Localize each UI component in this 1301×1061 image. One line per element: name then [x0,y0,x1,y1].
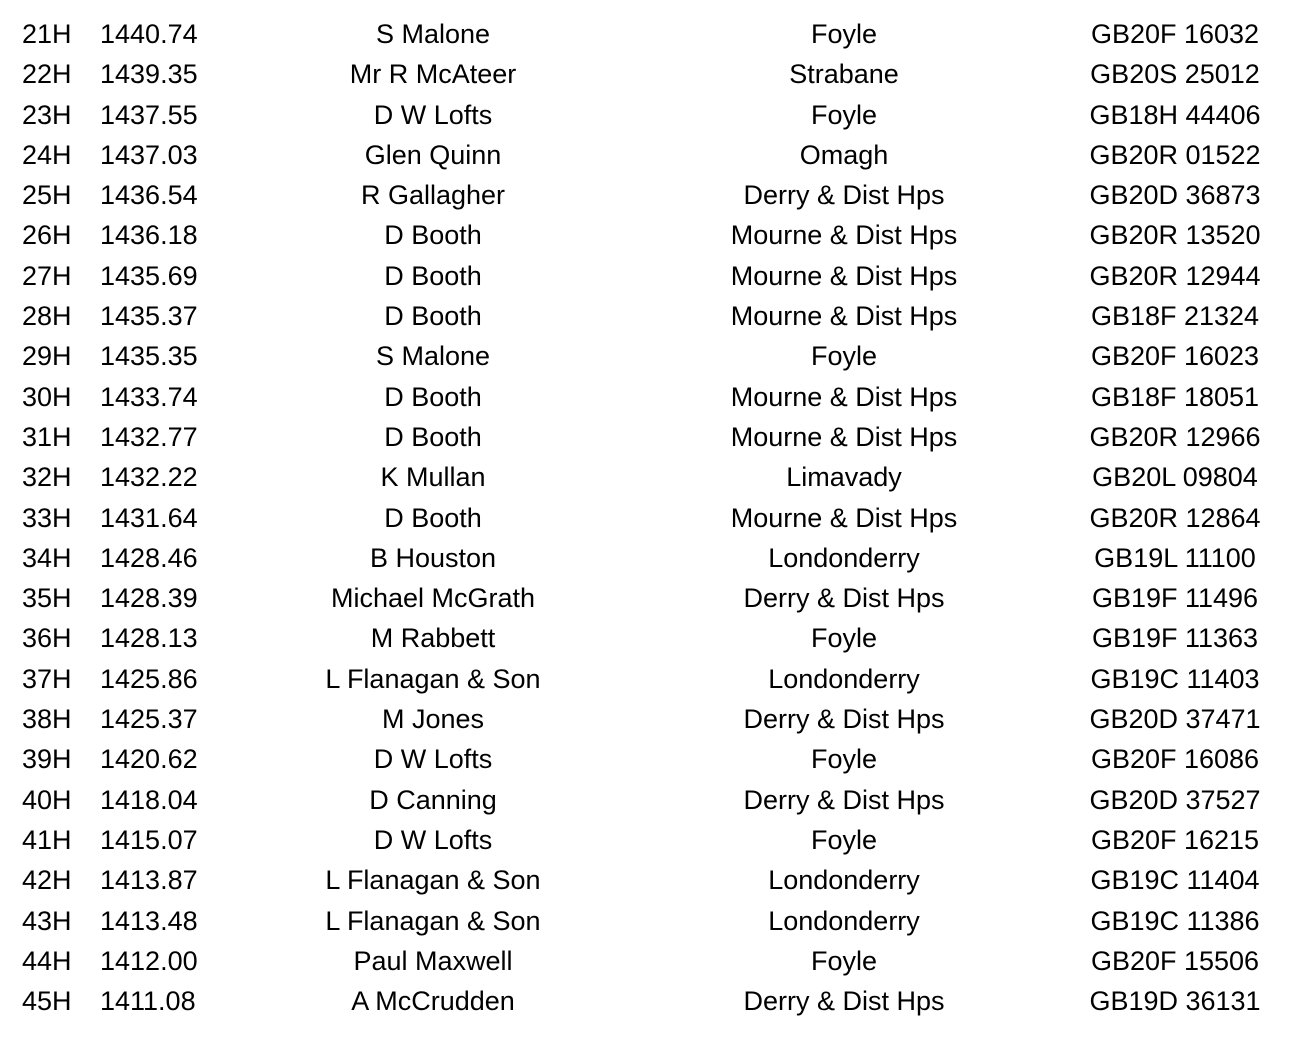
ring-number-cell: GB20F 16032 [1090,19,1260,49]
club-cell: Mourne & Dist Hps [730,502,958,533]
club-cell: Foyle [810,623,878,654]
velocity-cell: 1436.54 [100,180,198,211]
results-list [0,14,1301,1021]
club-cell: Derry & Dist Hps [743,180,945,211]
position-cell: 41H [22,824,72,855]
result-row [0,981,1301,1021]
velocity-cell: 1431.64 [100,502,198,533]
result-row [0,498,1301,538]
velocity-cell: 1411.08 [100,986,196,1017]
fancier-name-cell: K Mullan [380,462,486,493]
result-row [0,699,1301,739]
fancier-name-cell: Paul Maxwell [353,945,513,976]
fancier-name-cell: Mr R McAteer [349,59,517,90]
velocity-cell: 1439.35 [100,59,198,90]
velocity-cell: 1440.74 [100,19,198,49]
ring-number-cell: GB19F 11496 [1091,583,1259,614]
ring-number-cell: GB20R 12944 [1089,260,1261,291]
position-cell: 40H [22,784,72,815]
fancier-name-cell: D Booth [384,502,482,533]
position-cell: 37H [22,663,72,694]
result-row [0,54,1301,94]
result-row [0,901,1301,941]
velocity-cell: 1420.62 [100,744,198,775]
velocity-cell: 1428.46 [100,542,198,573]
position-cell: 26H [22,220,72,251]
position-cell: 21H [22,19,72,49]
position-cell: 42H [22,865,72,896]
club-cell: Foyle [810,19,878,49]
ring-number-cell: GB18F 21324 [1090,301,1260,332]
velocity-cell: 1425.86 [100,663,198,694]
fancier-name-cell: A McCrudden [351,986,515,1017]
result-row [0,457,1301,497]
velocity-cell: 1432.77 [100,421,198,452]
velocity-cell: 1432.22 [100,462,198,493]
ring-number-cell: GB20F 15506 [1090,945,1260,976]
position-cell: 36H [22,623,72,654]
fancier-name-cell: D Booth [384,421,482,452]
result-row [0,659,1301,699]
position-cell: 33H [22,502,72,533]
ring-number-cell: GB20R 13520 [1089,220,1261,251]
result-row [0,14,1301,54]
velocity-cell: 1435.37 [100,301,198,332]
club-cell: Derry & Dist Hps [743,784,945,815]
club-cell: Derry & Dist Hps [743,704,945,735]
fancier-name-cell: D Booth [384,381,482,412]
fancier-name-cell: D Booth [384,301,482,332]
ring-number-cell: GB20D 37471 [1089,704,1261,735]
result-row [0,296,1301,336]
club-cell: Mourne & Dist Hps [730,301,958,332]
position-cell: 43H [22,905,72,936]
club-cell: Foyle [810,99,878,130]
fancier-name-cell: R Gallagher [360,180,506,211]
result-row [0,618,1301,658]
fancier-name-cell: Glen Quinn [364,139,502,170]
ring-number-cell: GB20R 12864 [1089,502,1261,533]
position-cell: 44H [22,945,72,976]
club-cell: Londonderry [768,663,920,694]
velocity-cell: 1428.13 [100,623,198,654]
position-cell: 29H [22,341,72,372]
ring-number-cell: GB20D 37527 [1089,784,1261,815]
ring-number-cell: GB20F 16086 [1090,744,1260,775]
ring-number-cell: GB19C 11404 [1090,865,1260,896]
velocity-cell: 1413.48 [100,905,198,936]
ring-number-cell: GB18H 44406 [1089,99,1261,130]
ring-number-cell: GB19C 11386 [1090,905,1260,936]
result-row [0,578,1301,618]
position-cell: 39H [22,744,72,775]
result-row [0,860,1301,900]
fancier-name-cell: D W Lofts [373,99,493,130]
result-row [0,739,1301,779]
result-row [0,941,1301,981]
result-row [0,336,1301,376]
club-cell: Foyle [810,744,878,775]
velocity-cell: 1437.03 [100,139,198,170]
result-row [0,417,1301,457]
velocity-cell: 1415.07 [100,824,198,855]
position-cell: 22H [22,59,72,90]
ring-number-cell: GB20F 16215 [1090,824,1260,855]
velocity-cell: 1437.55 [100,99,198,130]
result-row [0,215,1301,255]
club-cell: Foyle [810,824,878,855]
club-cell: Mourne & Dist Hps [730,220,958,251]
club-cell: Foyle [810,945,878,976]
fancier-name-cell: D W Lofts [373,744,493,775]
fancier-name-cell: L Flanagan & Son [325,865,541,896]
position-cell: 24H [22,139,72,170]
club-cell: Mourne & Dist Hps [730,421,958,452]
fancier-name-cell: D W Lofts [373,824,493,855]
club-cell: Strabane [789,59,899,90]
velocity-cell: 1433.74 [100,381,198,412]
velocity-cell: 1436.18 [100,220,198,251]
ring-number-cell: GB20R 12966 [1089,421,1261,452]
result-row [0,256,1301,296]
position-cell: 27H [22,260,72,291]
fancier-name-cell: S Malone [375,19,491,49]
ring-number-cell: GB20L 09804 [1092,462,1258,493]
club-cell: Derry & Dist Hps [743,583,945,614]
fancier-name-cell: M Rabbett [370,623,496,654]
ring-number-cell: GB20D 36873 [1089,180,1261,211]
velocity-cell: 1425.37 [100,704,198,735]
fancier-name-cell: L Flanagan & Son [325,905,541,936]
position-cell: 45H [22,986,72,1017]
velocity-cell: 1428.39 [100,583,198,614]
velocity-cell: 1412.00 [100,945,198,976]
fancier-name-cell: S Malone [375,341,491,372]
result-row [0,780,1301,820]
position-cell: 28H [22,301,72,332]
club-cell: Londonderry [768,905,920,936]
result-row [0,377,1301,417]
result-row [0,175,1301,215]
position-cell: 31H [22,421,72,452]
fancier-name-cell: B Houston [369,542,497,573]
club-cell: Mourne & Dist Hps [730,260,958,291]
result-row [0,95,1301,135]
position-cell: 35H [22,583,72,614]
club-cell: Londonderry [768,865,920,896]
club-cell: Foyle [810,341,878,372]
ring-number-cell: GB19C 11403 [1090,663,1260,694]
result-row [0,538,1301,578]
fancier-name-cell: D Canning [369,784,497,815]
position-cell: 30H [22,381,72,412]
position-cell: 32H [22,462,72,493]
ring-number-cell: GB20F 16023 [1090,341,1260,372]
club-cell: Omagh [799,139,889,170]
club-cell: Derry & Dist Hps [743,986,945,1017]
fancier-name-cell: L Flanagan & Son [325,663,541,694]
velocity-cell: 1418.04 [100,784,198,815]
velocity-cell: 1435.69 [100,260,198,291]
velocity-cell: 1413.87 [100,865,198,896]
result-row [0,820,1301,860]
position-cell: 38H [22,704,72,735]
ring-number-cell: GB19F 11363 [1091,623,1259,654]
ring-number-cell: GB20S 25012 [1090,59,1260,90]
club-cell: Limavady [786,462,902,493]
club-cell: Mourne & Dist Hps [730,381,958,412]
velocity-cell: 1435.35 [100,341,198,372]
position-cell: 34H [22,542,72,573]
fancier-name-cell: D Booth [384,220,482,251]
ring-number-cell: GB18F 18051 [1090,381,1260,412]
club-cell: Londonderry [768,542,920,573]
fancier-name-cell: Michael McGrath [330,583,536,614]
position-cell: 23H [22,99,72,130]
fancier-name-cell: D Booth [384,260,482,291]
ring-number-cell: GB19L 11100 [1094,542,1256,573]
ring-number-cell: GB19D 36131 [1089,986,1261,1017]
fancier-name-cell: M Jones [381,704,485,735]
ring-number-cell: GB20R 01522 [1089,139,1261,170]
result-row [0,135,1301,175]
position-cell: 25H [22,180,72,211]
